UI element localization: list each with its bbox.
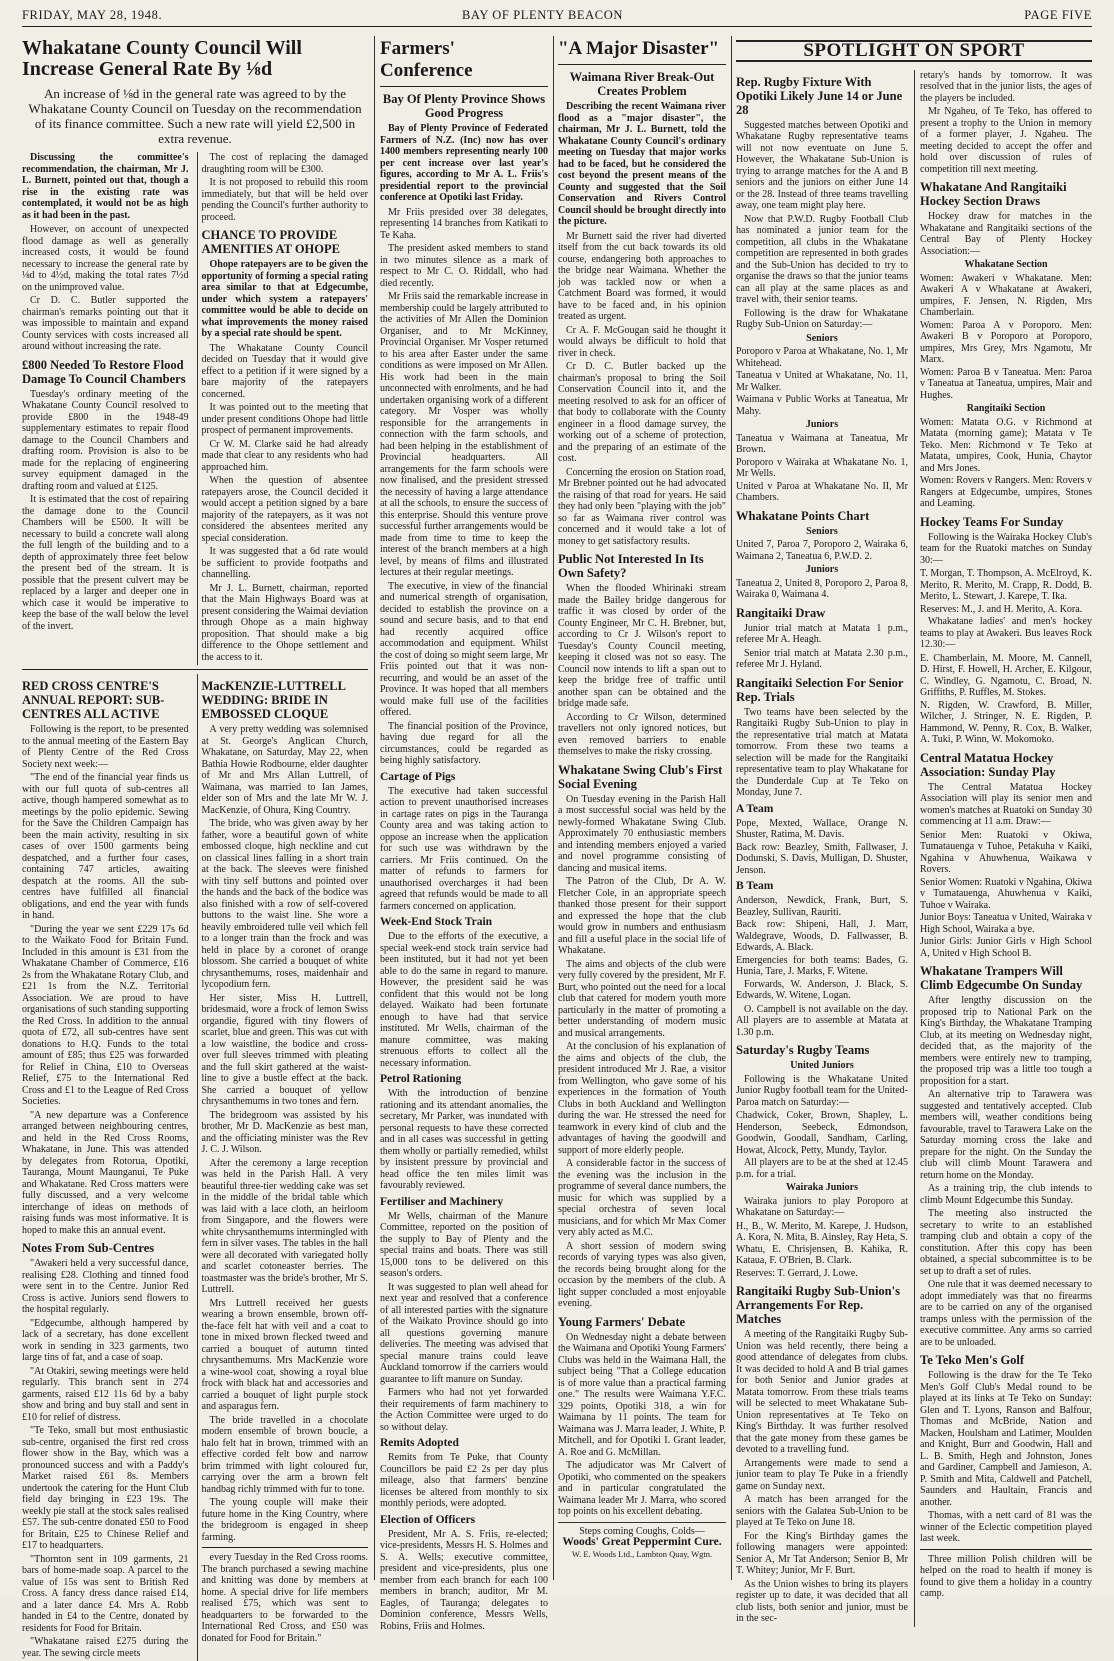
sport-column-left	[736, 70, 908, 1627]
paragraph: Mr Friis presided over 38 delegates, representing 14 branches from Katikati to Te Kaha.	[380, 206, 548, 241]
column-rule	[374, 36, 375, 1580]
paragraph: The executive had taken successful action to prevent unauthorised increases in cartage rates on pigs in the Tauranga County area and was taking action to oppose an increase when the application for such use was withdrawn by the carriers. Mr Friis continued. On the matter of refunds to farmers for unauthorised overcharges it had been agreed that refunds would be made to all farmers concerned on application.	[380, 785, 548, 912]
paragraph: The Central Matatua Hockey Association will play its senior men and women's matches at Ruatoki on Sunday 30 commencing at 11 a.m. Draw:—	[920, 781, 1092, 827]
paragraph: "During the year we sent £229 17s 6d to the Waikato Food for Britain Fund. Included in this amount is £31 from the Whakatane Chamber of Commerce, £16 2s from the Whakatane Rotary Club, and £21 1s from the N.Z. Territorial Association. We are proud to have organisations of such standing supporting the Red Cross. In addition to the annual quota of £72, all sub-centres have sent donations to H.Q. Funds to the total amount of £85; thus £25 was forwarded for Relief in China, £10 to Overseas Relief, £75 to the International Red Cross and £1 to the League of Red Cross Societies.	[22, 923, 189, 1107]
paragraph: It was suggested that a 6d rate would be sufficient to provide footpaths and channelling.	[201, 546, 368, 580]
listing-line: T. Morgan, T. Thompson, A. McElroyd, K. Merito, R. Merito, M. Crapp, R. Dodd, B. Merito, L. Stewart, J. Karepe, T. Ika.	[920, 568, 1092, 602]
grade-heading: Seniors	[806, 332, 838, 344]
spotlight-on-sport-banner: SPOTLIGHT ON SPORT	[736, 40, 1092, 62]
paragraph: With the introduction of benzine rationing and its attendant anomalies, the secretary, Mr Parker, was inundated with personal requests to have these corrected and in all cases was successful in getting them wholly or partially remedied, whilst by insistent pressure by provincial and head office the ten miles limit was favourably reviewed.	[380, 1088, 548, 1191]
sport-section	[736, 36, 1092, 1624]
grade-heading: Wairaka Juniors	[786, 1182, 858, 1193]
subheadline: Saturday's Rugby Teams	[736, 1043, 870, 1057]
listing-line: Senior Men: Ruatoki v Okiwa, Tumatauenga v Tuhoe, Petakuha v Kaiki, Ngahina v Ahuwhenua, Waikawa v Rovers.	[920, 829, 1092, 875]
paragraph: Following is the draw for the Te Teko Men's Golf Club's Medal round to be played at its links at Te Teko on Sunday: Glen and T. Lyons, Ranson and Balfour, Thomas and McBride, Nation and Macken, Houlsham and Latimer, Moulden and Knight, Burr and Goodwin, Hall and L. B. Smith, Hegh and Johnston, Jones and Gardiner, Campbell and Jamieson, A. P. Smith and Mita, Caldwell and Patchell, Saunders and Haultain, Francis and another.	[920, 1370, 1092, 1508]
listing-line: Poroporo v Paroa at Whakatane, No. 1, Mr Whitehead.	[736, 346, 908, 369]
section-heading: Election of Officers	[380, 1513, 476, 1526]
grade-heading: United Juniors	[790, 1060, 854, 1071]
paragraph: Three million Polish children will be helped on the road to health if money is found to give them a holiday in a country camp.	[920, 1553, 1092, 1599]
section-heading: B Team	[736, 880, 774, 892]
paragraph: "Whakatane raised £275 during the year. The sewing circle meets	[22, 1636, 189, 1659]
red-cross-continued	[202, 1552, 369, 1644]
subheadline: CHANCE TO PROVIDE AMENITIES AT OHOPE	[201, 228, 340, 256]
section-heading: Petrol Rationing	[380, 1073, 462, 1085]
paragraph: After the ceremony a large reception was held in the Parish Hall. A very beautiful three-tier wedding cake was set in the middle of the bridal table which was laid with a lace cloth, an heirloom from Singapore, and the flowers were white chrysanthemums intermingled with fern in silver vases. The tables in the hall were all decorated with variegated holly and scarlet cotoneaster berries. The toastmaster was the bride's brother, Mr S. Luttrell.	[201, 1157, 368, 1295]
paragraph: Cr D. C. Butler backed up the chairman's proposal to bring the Soil Conservation Council into it, and the meeting resolved to ask for an officer of that body to collaborate with the County engineer in a flood damage survey, the working out of a scheme of protection, and the preparing of an estimate of the cost.	[558, 361, 726, 464]
listing-line: Waimana v Public Works at Taneatua, Mr Mahy.	[736, 394, 908, 417]
paragraph: The cost of replacing the damaged draughting room will be £300.	[201, 152, 368, 175]
subheadline: Whakatane Points Chart	[736, 508, 870, 523]
paragraph: Arrangements were made to send a junior team to play Te Puke in a friendly game on Sunday next.	[736, 1457, 908, 1492]
column-rule	[731, 36, 732, 1580]
paragraph: The financial position of the Province, having due regard for all the circumstances, could be regarded as being highly satisfactory.	[380, 720, 548, 766]
paragraph: retary's hands by tomorrow. It was resolved that in the junior lists, the ages of the players be included.	[920, 69, 1092, 104]
paragraph: "Edgecumbe, although hampered by lack of a secretary, has done excellent work in sending in 323 garments, two large tins of fat, and a case of soap.	[22, 1317, 189, 1363]
subheadline: Rangitaiki Draw	[736, 605, 826, 620]
paragraph: every Tuesday in the Red Cross rooms. The branch purchased a sewing machine and knitting was done by members at home. A special drive for life members realised £75, which was sent to headquarters to be forwarded to the International Red Cross, and £50 was donated for Food for Britain."	[201, 1552, 368, 1644]
paragraph: The meeting also instructed the secretary to write to an established tramping club and obtain a copy of the constitution. After this copy has been obtained, a special subcommittee is to be set up to draft a set of rules.	[920, 1208, 1092, 1277]
section-rule	[380, 86, 548, 87]
subheadline: Te Teko Men's Golf	[920, 1353, 1025, 1367]
section-heading: Remits Adopted	[380, 1437, 459, 1449]
paragraph: "At Otakiri, sewing meetings were held regularly. This branch sent in 274 garments, raised £12 11s 6d by a baby show and bring and buy stall and sent in £10 for relief of distress.	[22, 1365, 189, 1423]
listing-line: Pope, Mexted, Wallace, Orange N. Shuster, Ratima, M. Davis.	[736, 817, 908, 840]
listing-line: Reserves: M., J. and H. Merito, A. Kora.	[920, 603, 1083, 615]
listing-line: United 7, Paroa 7, Poroporo 2, Wairaka 6, Waimana 2, Taneatua 6, P.W.D. 2.	[736, 539, 908, 562]
subheadline: Young Farmers' Debate	[558, 1314, 686, 1329]
paragraph: As the Union wishes to bring its players register up to date, it was decided that all club lists, both senior and junior, must be in the sec-	[736, 1578, 908, 1624]
paragraph: Two teams have been selected by the Rangitaiki Rugby Sub-Union to play in the representative trial match at Matata tomorrow. From these two teams a selection will be made for the Rangitaiki representative team to play Whakatane for the Dunderdale Cup at Te Teko on Monday, June 7.	[736, 706, 908, 798]
paragraph: President, Mr A. S. Friis, re-elected; vice-presidents, Messrs H. S. Holmes and S. A. Wells; executive committee, president and vice-presidents, plus one member from each branch for each 100 members in branch; auditor, Mr M. Eagles, of Tauranga; delegates to Dominion conference, Messrs Wells, Robins, Friis and Holmes.	[380, 1528, 548, 1632]
paragraph: When the question of absentee ratepayers arose, the Council decided it would accept a petition signed by a bare majority of the ratepayers, as it was not considered the absentees merited any special consideration.	[201, 475, 368, 544]
sport-column-right	[914, 70, 1092, 1627]
paragraph: All players are to be at the shed at 12.45 p.m. for a trial.	[736, 1157, 908, 1180]
listing-line: Back row: Shipeni, Hall, J. Marr, Waldegrave, Woods, D. Fallwasser, B. Edwards, A. Black.	[736, 919, 908, 953]
intro-paragraph: Describing the recent Waimana river flood as a "major disaster", the chairman, Mr J. L. Burnett, told the Whakatane County Council's ordinary meeting on Tuesday that major works had to be faced, but he considered the cost beyond the present means of the County and suggested that the Soil Conservation and Rivers Control Council should be brought directly into the picture.	[558, 101, 726, 227]
paragraph: Cr D. C. Butler supported the chairman's remarks pointing out that it was impossible to maintain and expand County services with costs increased all around without increasing the rate.	[22, 295, 189, 352]
paragraph: Junior trial match at Matata 1 p.m., referee Mr A. Heagh.	[736, 622, 908, 645]
subheadline: Central Matatua Hockey Association: Sunday Play	[920, 750, 1056, 779]
paragraph: Mr Burnett said the river had diverted itself from the cut back towards its old course, endangering both approaches to the bridge near Waimana. Whether the job was tackled now or when a Catchment Board was formed, it would have to be faced and, in his opinion treated as urgent.	[558, 230, 726, 322]
listing-line: Junior Boys: Taneatua v United, Wairaka v High School, Wairaka a bye.	[920, 912, 1092, 935]
listing-line: Taneatua v Waimana at Taneatua, Mr Brown.	[736, 432, 908, 455]
subheadline: Rangitaiki Selection For Senior Rep. Trials	[736, 675, 904, 704]
farmers-conference-article	[380, 36, 548, 1632]
subheadline: Rep. Rugby Fixture With Opotiki Likely June 14 or June 28	[736, 74, 903, 117]
lead-deck: An increase of ⅛d in the general rate was agreed to by the Whakatane County Council on Tuesday on the recommendation of its finance committee. Such a new rate will yield £2,500 in extra revenue.	[28, 86, 362, 146]
section-rule	[558, 64, 726, 65]
listing-line: Emergencies for both teams: Bades, G. Hunia, Tare, J. Marks, F. Witene.	[736, 954, 908, 977]
column-rule	[553, 36, 554, 1580]
paragraph: At the conclusion of his explanation of the aims and objects of the club, the president introduced Mr J. Rae, a visitor from Wellington, who gave some of his experiences in the formation of Youth Clubs in both Auckland and Wellington during the war. He stressed the need for teamwork in every kind of club and the advantages of having the goodwill and support of more elderly people.	[558, 1041, 726, 1156]
paragraph: The president asked members to stand in two minutes silence as a mark of respect to Mr C. O. Riddall, who had died recently.	[380, 243, 548, 289]
paragraph: "A new departure was a Conference arranged between neighbouring centres, and held in the Red Cross Rooms, Whakatane, in June. This was attended by delegates from Rotorua, Opotiki, Tauranga, Mount Maunganui, Te Puke and Whakatane. Red Cross matters were fully discussed, and a very welcome interchange of ideas on methods of raising funds was most informative. It is hoped to make this an annual event.	[22, 1109, 189, 1236]
paragraph: O. Campbell is not available on the day. All players are to assemble at Matata at 1.30 p.m.	[736, 1003, 908, 1038]
paragraph: The bridegroom was assisted by his brother, Mr D. MacKenzie as best man, and the officiating minister was the Rev J. C. J. Wilson.	[201, 1109, 368, 1155]
paragraph: Tuesday's ordinary meeting of the Whakatane County Council resolved to provide £800 in the 1948-49 supplementary estimates to repair flood damage to the Council Chambers and drafting room. Provision is also to be made for the replacing of engineering survey equipment damaged in the drafting room and valued at £125.	[22, 388, 189, 492]
subheadline: Rangitaiki Rugby Sub-Union's Arrangements For Rep. Matches	[736, 1284, 900, 1326]
subheadline: Whakatane Swing Club's First Social Evening	[558, 762, 723, 791]
listing-line: Reserves: T. Gerrard, J. Lowe.	[736, 1267, 858, 1279]
intro-paragraph: Bay of Plenty Province of Federated Farmers of N.Z. (Inc) now has over 1400 members representing nearly 100 per cent increase over last year's figures, according to Mr A. L. Friis's presidential report to the provincial conference at Opotiki last Friday.	[380, 123, 548, 203]
subheadline: Hockey Teams For Sunday	[920, 514, 1064, 529]
paragraph: The young couple will make their future home in the King Country, where the bridegroom is engaged in sheep farming.	[201, 1497, 368, 1543]
ad-line-2: Woods' Great Peppermint Cure.	[562, 1536, 722, 1548]
paragraph: The Patron of the Club, Dr A. W. Fletcher Cole, in an appropriate speech thanked those present for their support and expressed the hope that the club would grow in numbers and enthusiasm and fill a useful place in the social life of Whakatane.	[558, 876, 726, 956]
subheadline: Whakatane And Rangitaiki Hockey Section Draws	[920, 180, 1067, 208]
section-heading: Fertiliser and Machinery	[380, 1195, 504, 1208]
major-disaster-article	[558, 36, 726, 1576]
paragraph: As a training trip, the club intends to climb Mount Edgecumbe this Sunday.	[920, 1183, 1092, 1206]
paragraph: It was pointed out to the meeting that under present conditions Ohope had little prospect of permanent improvements.	[201, 402, 368, 436]
paragraph: Due to the efforts of the executive, a special week-end stock train service had been instituted, but it had not yet been able to do the same in regard to manure. However, the president said he was confident that this would not be long delayed. Waikato had been fortunate enough to have had that service instituted. Mr Wells, chairman of the manure committee, was making strenuous efforts to collect all the necessary information.	[380, 931, 548, 1069]
paragraph: However, on account of unexpected flood damage as well as generally increased costs, it would be found necessary to increase the general rate by ⅛d to 4½d, making the total rates 7½d on the unimproved value.	[22, 224, 189, 293]
listing-line: E. Chamberlain, M. Moore, M. Cannell, D. Hirst, F. Howell, H. Archer, E. Kilgour, C. Windley, G. Ngamotu, C. Broad, N. Griffiths, P. Ruffles, M. Stokes.	[920, 652, 1092, 698]
intro-paragraph: Discussing the committee's recommendation, the chairman, Mr J. L. Burnett, pointed out that, though a rise in the existing rate was contemplated, it would not be as high as it had been in the past.	[22, 152, 189, 221]
paragraph: A match has been arranged for the seniors with the Galatea Sub-Union to be played at Te Teko on June 18.	[736, 1494, 908, 1528]
paragraph: Cr W. M. Clarke said he had already made that clear to any residents who had approached him.	[201, 438, 368, 473]
listing-line: Women: Rovers v Rangers. Men: Rovers v Rangers at Edgecumbe, umpires, Stones and Leaming.	[920, 475, 1092, 509]
paragraph: Suggested matches between Opotiki and Whakatane Rugby representative teams will not now eventuate on June 5. However, the Whakatane Sub-Union is trying to arrange matches for the A and B seniors and the juniors on either June 14 or the 28. Instead of three teams travelling away, one team might play here.	[736, 119, 908, 211]
masthead-paper-name: BAY OF PLENTY BEACON	[462, 8, 623, 22]
paragraph: After lengthy discussion on the proposed trip to National Park on the King's Birthday, the Whakatane Tramping Club, at its meeting on Wednesday night, decided that, as the majority of the members were entirely new to tramping, the proposed trip was a little too tough a proposition for a start.	[920, 995, 1092, 1087]
paragraph: Forwards, W. Anderson, J. Black, S. Edwards, W. Witene, Logan.	[736, 978, 908, 1001]
section-heading: A Team	[736, 802, 774, 815]
grade-heading: Juniors	[805, 419, 839, 430]
listing-line: Taneatua v United at Whakatane, No. 11, Mr Walker.	[736, 370, 908, 393]
paragraph: Mr Wells, chairman of the Manure Committee, reported on the position of the supply to Bay of Plenty and the special trains and boats. There was still 15,000 tons to be delivered on this season's orders.	[380, 1210, 548, 1279]
listing-line: Senior Women: Ruatoki v Ngahina, Okiwa v Tumatauenga, Ahuwhenua v Kaiki, Tuhoe v Wairaka.	[920, 876, 1092, 911]
paragraph: Following is the Wairaka Hockey Club's team for the Ruatoki matches on Sunday 30:—	[920, 531, 1092, 566]
paragraph: "The end of the financial year finds us with our full quota of sub-centres all active, though hampered somewhat as to meetings by the polio epidemic. Sewing for the Save the Children Campaign has been the main activity, resulting in six cases of over 1500 garments being despatched, and a further four cases, containing 747 articles, awaiting despatch at the rooms. All the sub-centres have fulfilled all financial obligations, and end the year with funds in hand.	[22, 772, 189, 921]
subheadline: MacKENZIE-LUTTRELL WEDDING: BRIDE IN EMBOSSED CLOQUE	[201, 679, 346, 721]
paragraph: Her sister, Miss H. Luttrell, bridesmaid, wore a frock of lemon Swiss organdie, figured with tiny flowers of scarlet, blue and green. This was cut with a low waistline, the bodice and cross-over full sleeves trimmed with pleating and the full skirt gathered at the waist-line to give a bustle effect at the back. She carried a bouquet of yellow chrysanthemums in two tones and fern.	[201, 992, 368, 1107]
listing-line: Women: Matata O.G. v Richmond at Matata (morning game); Matata v Te Teko. Men: Richmond v Te Teko at Matata, umpires, Cook, Hunia, Chaytor and Mrs Jones.	[920, 416, 1092, 474]
paragraph: Senior trial match at Matata 2.30 p.m., referee Mr J. Hyland.	[736, 647, 908, 670]
paragraph: For the King's Birthday games the following managers were appointed: Senior A, Mr Tat Anderson; Senior B, Mr T. Whitey; Junior, Mr F. Burt.	[736, 1530, 908, 1576]
wedding-column	[197, 674, 369, 1661]
section-rule	[202, 1547, 369, 1548]
listing-line: Poroporo v Wairaka at Whakatane No. 1, Mr Wells.	[736, 456, 908, 479]
grade-heading: Rangitaiki Section	[966, 403, 1046, 414]
listing-line: Women: Awakeri v Whakatane. Men: Awakeri A v Whakatane at Awakeri, umpires, F. Jensen, N. Rigden, Mrs Chamberlain.	[920, 272, 1092, 318]
paragraph: It was suggested to plan well ahead for next year and resolved that a conference of all interested parties with the signature of the Waikato Province should go into all questions governing manure deliveries. The meeting was advised that special manure trains could leave Auckland tomorrow if the carriers would guarantee to lift manure on Sunday.	[380, 1281, 548, 1385]
paragraph: According to Cr Wilson, determined travellers not only ignored notices, but even removed barriers to enable themselves to make the risky crossing.	[558, 711, 726, 757]
paragraph: Mr Ngaheu, of Te Teko, has offered to present a trophy to the Union in memory of a former player, J. Ngaheu. The meeting decided to accept the offer and hold over discussion of rules of competition till next meeting.	[920, 106, 1092, 175]
paragraph: Mrs Luttrell received her guests wearing a brown ensemble, brown off-the-face felt hat with veil and a coat to tone in mixed brown flecked tweed and carried a bouquet of autumn tinted chrysanthemums. Mrs MacKenzie wore a wine-wool coat, showing a royal blue frock with black hat and accessories and carried a bouquet of light purple stock and asparagus fern.	[201, 1297, 368, 1412]
paragraph: Cr A. F. McGougan said he thought it would always be difficult to hold that river in check.	[558, 324, 726, 359]
county-council-article	[22, 36, 368, 1659]
farmers-body	[380, 92, 548, 1632]
listing-line: Back row: Beazley, Smith, Fallwaser, J. Dodunski, S. Davis, Mulligan, D. Shuster, Jenson.	[736, 841, 908, 876]
subheadline: Notes From Sub-Centres	[22, 1241, 155, 1255]
listing-line: N. Rigden, W. Crawford, B. Miller, Wilcher, J. Stringer, N. E. Rigden, P. Hammond, W. Penny, R. Cox, B. Walker, A. Tuki, P. Winn, W. Mokomoko.	[920, 699, 1092, 745]
section-rule	[920, 1549, 1092, 1550]
paragraph: Mr Friis said the remarkable increase in membership could be largely attributed to the activities of Mr Allen the Dominion Organiser, and to Mr McKinney, Provincial Organiser. Mr Vosper returned to his area after Easter under the same conditions as were imposed on Mr Allen. His work had been in the main unconnected with enrolments, and he had undertaken organising work of a different category. Mr Vosper was wholly responsible for the arrangements in connection with the farm schools, and had been helping in the establishment of Provincial headquarters. All arrangements for the farm schools were now finalised, and the president stressed the necessity of having a large attendance at all the schools, to ensure the success of this enterprise. Should this venture prove successful further arrangements would be made from time to time to keep the interest of the branch members at a high level, by means of films and illustrated lectures at their regular meetings.	[380, 291, 548, 578]
lead-left-column	[22, 152, 189, 665]
paragraph: "Awakeri held a very successful dance, realising £28. Clothing and tinned food were sent in to the Centre. Junior Red Cross is active. Juniors send flowers to the hospital regularly.	[22, 1258, 189, 1315]
listing-line: H., B., W. Merito, M. Karepe, J. Hudson, A. Kora, N. Mita, B. Ainsley, Ray Heta, S. Whatu, E. Chrisjensen, B. Kahika, R. Kataua, F. O'Brien, B. Clark.	[736, 1220, 908, 1266]
paragraph: Following is the draw for Whakatane Rugby Sub-Union on Saturday:—	[736, 307, 908, 330]
subheadline: Bay Of Plenty Province Shows Good Progress	[382, 92, 546, 120]
grade-heading: Juniors	[805, 564, 839, 575]
paragraph: Remits from Te Puke, that County Councillors be paid £2 2s per day plus mileage, also that farmers' benzine licenses be altered from monthly to six monthly periods, were adopted.	[380, 1452, 548, 1509]
red-cross-report	[22, 674, 189, 1661]
listing-line: Women: Paroa A v Poroporo. Men: Awakeri B v Poroporo at Poroporo, umpires, Mrs Grey, Mrs Ngamotu, Mr Marx.	[920, 319, 1092, 365]
paragraph: A considerable factor in the success of the evening was the inclusion in the programme of several dance numbers, the music for which was supplied by a special orchestra of seven local musicians, and for which Mr Max Comer very ably acted as M.C.	[558, 1158, 726, 1238]
ad-line-3: W. E. Woods Ltd., Lambton Quay, Wgtn.	[571, 1548, 713, 1559]
paragraph: On Tuesday evening in the Parish Hall a most successful social was held by the newly-formed Whakatane Swing Club. Approximately 70 enthusiastic members and intending members enjoyed a varied and novel programme consisting of dancing and musical items.	[558, 793, 726, 874]
paragraph: One rule that it was deemed necessary to adopt immediately was that no firearms are to be carried on any of the organised tramps unless with the permission of the executive committee. Any arms so carried are to be unloaded.	[920, 1279, 1092, 1348]
ad-line-1: Steps coming Coughs, Colds—	[579, 1525, 705, 1537]
listing-line: Chadwick, Coker, Brown, Shapley, L. Henderson, Seebeck, Edmondson, Goodwin, Goodall, Sandham, Carling, Howat, Alcock, Petty, Mundy, Taylor.	[736, 1110, 908, 1156]
paragraph: Mr J. L. Burnett, chairman, reported that the Main Highways Board was at present considering the Waimai deviation through Ohope as a main highway proposition. That should make a big difference to the Ohope settlement and the access to it.	[201, 582, 368, 663]
paragraph: "Thornton sent in 109 garments, 21 bars of home-made soap. A parcel to the value of 15s was sent to British Red Cross. A fancy dress dance raised £14, and a later dance £4. Mrs A. Robb handed in £4 to the Centre, donated by residents for Food for Britain.	[22, 1553, 189, 1634]
paragraph: Thomas, with a nett card of 81 was the winner of the Eclectic competition played last week.	[920, 1510, 1092, 1544]
wedding-article	[202, 679, 369, 1543]
listing-line: United v Paroa at Whakatane No. II, Mr Chambers.	[736, 480, 908, 503]
listing-line: Women: Paroa B v Taneatua. Men: Paroa v Taneatua at Taneatua, umpires, Mair and Hughes.	[920, 366, 1092, 401]
listing-line: Anderson, Newdick, Frank, Burt, S. Beazley, Sullivan, Rauriti.	[736, 895, 908, 918]
paragraph: The aims and objects of the club were very fully covered by the president, Mr F. Burt, who pointed out the need for a local club that catered for modern youth more particularly in the matter of promoting a better understanding of modern music and musical arrangements.	[558, 958, 726, 1039]
paragraph: A meeting of the Rangitaiki Rugby Sub-Union was held recently, there being a good attendance of delegates from clubs. It was decided to hold A and B trial games for both Senior and Junior grades at Matata tomorrow. From these trials teams will be selected to meet Whakatane Sub-Union representatives at Te Teko on King's Birthday. It was further resolved that the gate money from these games be devoted to a travelling fund.	[736, 1329, 908, 1455]
paragraph: "Te Teko, small but most enthusiastic sub-centre, organised the first red cross flower show in the Bay, which was a pronounced success and with a Paddy's Market raised £61 8s. Members undertook the catering for the Hunt Club field day bringing in £23 19s. The weekly pie stall at the stock sales realised £57. The sub-centre donated £50 to Food for Britain, £25 to Chinese Relief and £17 to headquarters.	[22, 1425, 189, 1551]
paragraph: On Wednesday night a debate between the Waimana and Opotiki Young Farmers' Clubs was held in the Waimana Hall, the subject being "That a College education is of more value than a practical farming one." The results were Waimana Y.F.C. 329 points, Opotiki 318, a win for Waimana by 11 points. The team for Waimana was J. Marra leader, J. White, P. Mitchell, and for Opotiki I. Grant leader, A. Roe and G. McMillan.	[558, 1331, 727, 1458]
masthead	[22, 10, 1092, 27]
farmers-title: Farmers' Conference	[380, 38, 473, 81]
paragraph: Wairaka juniors to play Poroporo at Whakatane on Saturday:—	[736, 1195, 908, 1218]
paragraph: Following is the report, to be presented to the annual meeting of the Eastern Bay of Plenty Centre of the Red Cross Society next week:—	[22, 724, 189, 770]
listing-line: Taneatua 2, United 8, Poroporo 2, Paroa 8, Wairaka 0, Waimana 4.	[736, 577, 908, 600]
paragraph: The adjudicator was Mr Calvert of Opotiki, who commented on the speakers and in particular congratulated the Waimana leader Mr J. Marra, who scored top points on his excellent debating.	[558, 1460, 726, 1517]
paragraph: When the flooded Whirinaki stream made the Bailey bridge dangerous for traffic it was closed by order of the County Engineer, Mr C. H. Brebner, but, according to Cr J. Wilson's report to Tuesday's County Council meeting, keeping it closed was not so easy. The Council now intends to lift a span out to keep the bridge free of traffic until another span can be obtained and the bridge made safe.	[558, 583, 726, 709]
grade-heading: Seniors	[806, 525, 838, 537]
lead-headline: Whakatane County Council Will Increase General Rate By ⅛d	[22, 37, 302, 80]
paragraph: Whakatane ladies' and men's hockey teams to play at Awakeri. Bus leaves Rock 12.30:—	[920, 616, 1092, 650]
subheadline: Public Not Interested In Its Own Safety?	[558, 552, 704, 580]
paragraph: Hockey draw for matches in the Whakatane and Rangitaiki sections of the Central Bay of Plenty Hockey Association:—	[920, 211, 1092, 257]
paragraph: The executive, in view of the financial and numerical strength of organisation, decided to establish the province on a sound and secure basis, and to that end had recently acquired office accommodation and equipment. Whilst the cost of doing so might seem large, Mr Friis pointed out that it was non-recurring, and would be an asset of the Province. It was hoped that all members would make full use of the facilities offered.	[380, 580, 548, 718]
section-rule	[22, 669, 368, 670]
disaster-body	[558, 70, 726, 1518]
section-heading: Week-End Stock Train	[380, 916, 493, 928]
paragraph: The bride, who was given away by her father, wore a beautiful gown of white embossed cloque, high neckline and cut on classical lines falling in a short train at the back. The sleeves were finished with tiny self buttons and pointed over the hands and the back of the bodice was also finished with a row of self-covered buttons to the waist line. She wore a heavily embroidered tulle veil which fell to a longer train than the frock and was held in place by a coronet of orange blossom. She carried a bouquet of white chrysanthemums, roses, maidenhair and lycopodium fern.	[201, 818, 368, 990]
paragraph: An alternative trip to Tarawera was suggested and tentatively accepted. Club members will, weather conditions being favourable, travel to Tarawera Lake on the Saturday morning cross the lake and prepare for the night. On the Sunday the club will climb Mount Tarawera and return home on the Monday.	[920, 1089, 1092, 1181]
listing-line: Junior Girls: Junior Girls v High School A, United v High School B.	[920, 936, 1092, 959]
paragraph: The Whakatane County Council decided on Tuesday that it would give effect to a petition if it were signed by a bare majority of the ratepayers concerned.	[201, 342, 368, 400]
subheadline: RED CROSS CENTRE'S ANNUAL REPORT: SUB-CENTRES ALL ACTIVE	[22, 679, 165, 721]
lead-right-column	[197, 152, 369, 665]
masthead-page-number: PAGE FIVE	[1024, 8, 1092, 22]
paragraph: Now that P.W.D. Rugby Football Club has nominated a junior team for the competition, all clubs in the Whakatane competition are represented in both grades and the Sub-Union has decided to try to organise the draws so that the junior teams can all play at the same places as and travel with, their senior teams.	[736, 213, 908, 305]
woods-peppermint-advert	[558, 1522, 726, 1561]
paragraph: Farmers who had not yet forwarded their requirements of farm machinery to the Action Committee were urged to do so without delay.	[380, 1387, 548, 1433]
intro-paragraph: Ohope ratepayers are to be given the opportunity of forming a special rating area similar to that at Edgecumbe, under which system a ratepayers' committee would be able to decide on what improvements the money raised by a special rate should be spent.	[201, 259, 368, 339]
paragraph: Following is the Whakatane United Junior Rugby football team for the United-Paroa match on Saturday:—	[736, 1073, 908, 1108]
subheadline: £800 Needed To Restore Flood Damage To Council Chambers	[22, 357, 186, 386]
disaster-title: "A Major Disaster"	[558, 38, 720, 59]
paragraph: A very pretty wedding was solemnised at St. George's Anglican Church, Whakatane, on Saturday, May 22, when Bathia Howie Rodbourne, elder daughter of Mr and Mrs Allan Luttrell, of Waimana, was married to Ian James, elder son of Mrs and the late Mr W. J. MacKenzie, of Ohura, King Country.	[201, 724, 368, 816]
paragraph: The bride travelled in a chocolate modern ensemble of brown boucle, a halo felt hat in brown, trimmed with an effective corded felt bow and narrow brim trimmed with light coloured fur, carrying over the arm a brown felt handbag richly trimmed with fur to tone.	[201, 1414, 368, 1495]
paragraph: It is estimated that the cost of repairing the damage done to the Council Chambers will be £500. It will be necessary to build a concrete wall along the full length of the building and to a depth of approximately three feet below the present bed of the stream. It is possible that the present culvert may be replaced by a larger and deeper one in which case it would be imperative to keep the base of the wall below the level of the invert.	[22, 494, 189, 632]
paragraph: Concerning the erosion on Station road, Mr Brebner pointed out he had advocated the raising of that road for years. He said they had only been "playing with the job" so far as Waimana river control was concerned and it would take a lot of money to get satisfactory results.	[558, 466, 726, 547]
subheadline: Waimana River Break-Out Creates Problem	[569, 70, 715, 98]
subheadline: Whakatane Trampers Will Climb Edgecumbe On Sunday	[920, 964, 1083, 992]
grade-heading: Whakatane Section	[964, 259, 1048, 270]
masthead-date: FRIDAY, MAY 28, 1948.	[22, 8, 163, 22]
paragraph: A short session of modern swing records of varying types was also given, the records being brought along for the occasion by the members of the club. A light supper concluded a most enjoyable evening.	[558, 1240, 726, 1309]
paragraph: It is not proposed to rebuild this room immediately, but that will be held over pending the Council's further authority to proceed.	[201, 177, 368, 223]
section-heading: Cartage of Pigs	[380, 770, 456, 783]
